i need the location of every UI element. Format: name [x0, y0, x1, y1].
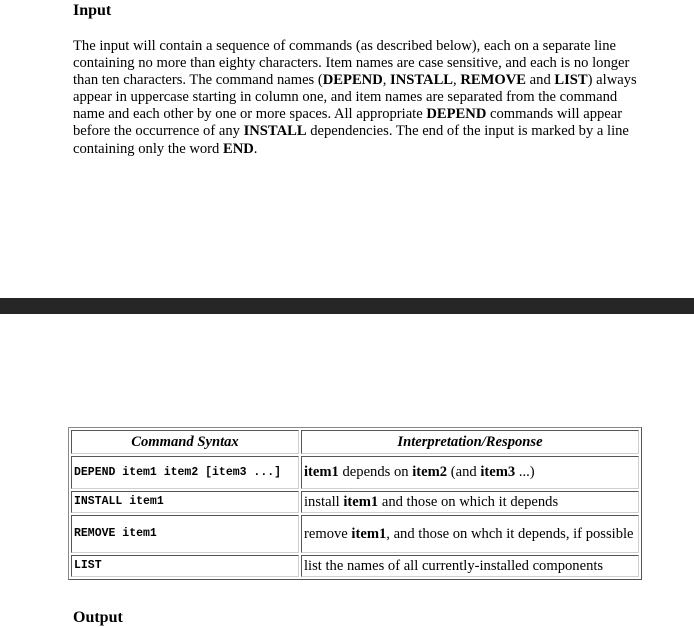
keyword-end: END	[222, 140, 254, 157]
table-row	[71, 515, 639, 553]
syntax-cell: REMOVE item1	[71, 515, 299, 553]
response-cell: remove item1, and those on whch it depends, if possible	[301, 515, 639, 553]
output-heading: Output	[73, 609, 123, 626]
keyword-depend: DEPEND	[322, 72, 383, 89]
syntax-cell: DEPEND item1 item2 [item3 ...]	[71, 456, 299, 489]
response-cell: list the names of all currently-installed components	[301, 555, 639, 577]
keyword-depend-2: DEPEND	[426, 106, 487, 123]
table-header-row	[71, 430, 639, 454]
input-description: The input will contain a sequence of commands (as described below), each on a separate line containing no more than eighty characters. Item names are case sensitive, and each is no longer than ten characters. The command names (DEPEND, INSTALL, REMOVE and LIST) always appear in uppercase starting in column one, and item names are separated from the command name and each other by one or more spaces. All appropriate DEPEND commands will appear before the occurrence of any INSTALL dependencies. The end of the input is marked by a line containing only the word END.	[73, 38, 637, 157]
response-cell: install item1 and those on which it depends	[301, 491, 639, 513]
keyword-install: INSTALL	[390, 72, 454, 89]
header-command-syntax: Command Syntax	[71, 430, 299, 454]
syntax-cell: INSTALL item1	[71, 491, 299, 513]
command-table	[68, 427, 642, 580]
table-row	[71, 491, 639, 513]
response-cell: item1 depends on item2 (and item3 ...)	[301, 456, 639, 489]
syntax-cell: LIST	[71, 555, 299, 577]
table-row	[71, 555, 639, 577]
keyword-list: LIST	[554, 72, 588, 89]
table-row	[71, 456, 639, 489]
section-divider-bar	[0, 298, 694, 314]
keyword-remove: REMOVE	[460, 72, 527, 89]
keyword-install-2: INSTALL	[243, 123, 307, 140]
input-heading: Input	[73, 2, 112, 19]
header-interpretation: Interpretation/Response	[301, 430, 639, 454]
